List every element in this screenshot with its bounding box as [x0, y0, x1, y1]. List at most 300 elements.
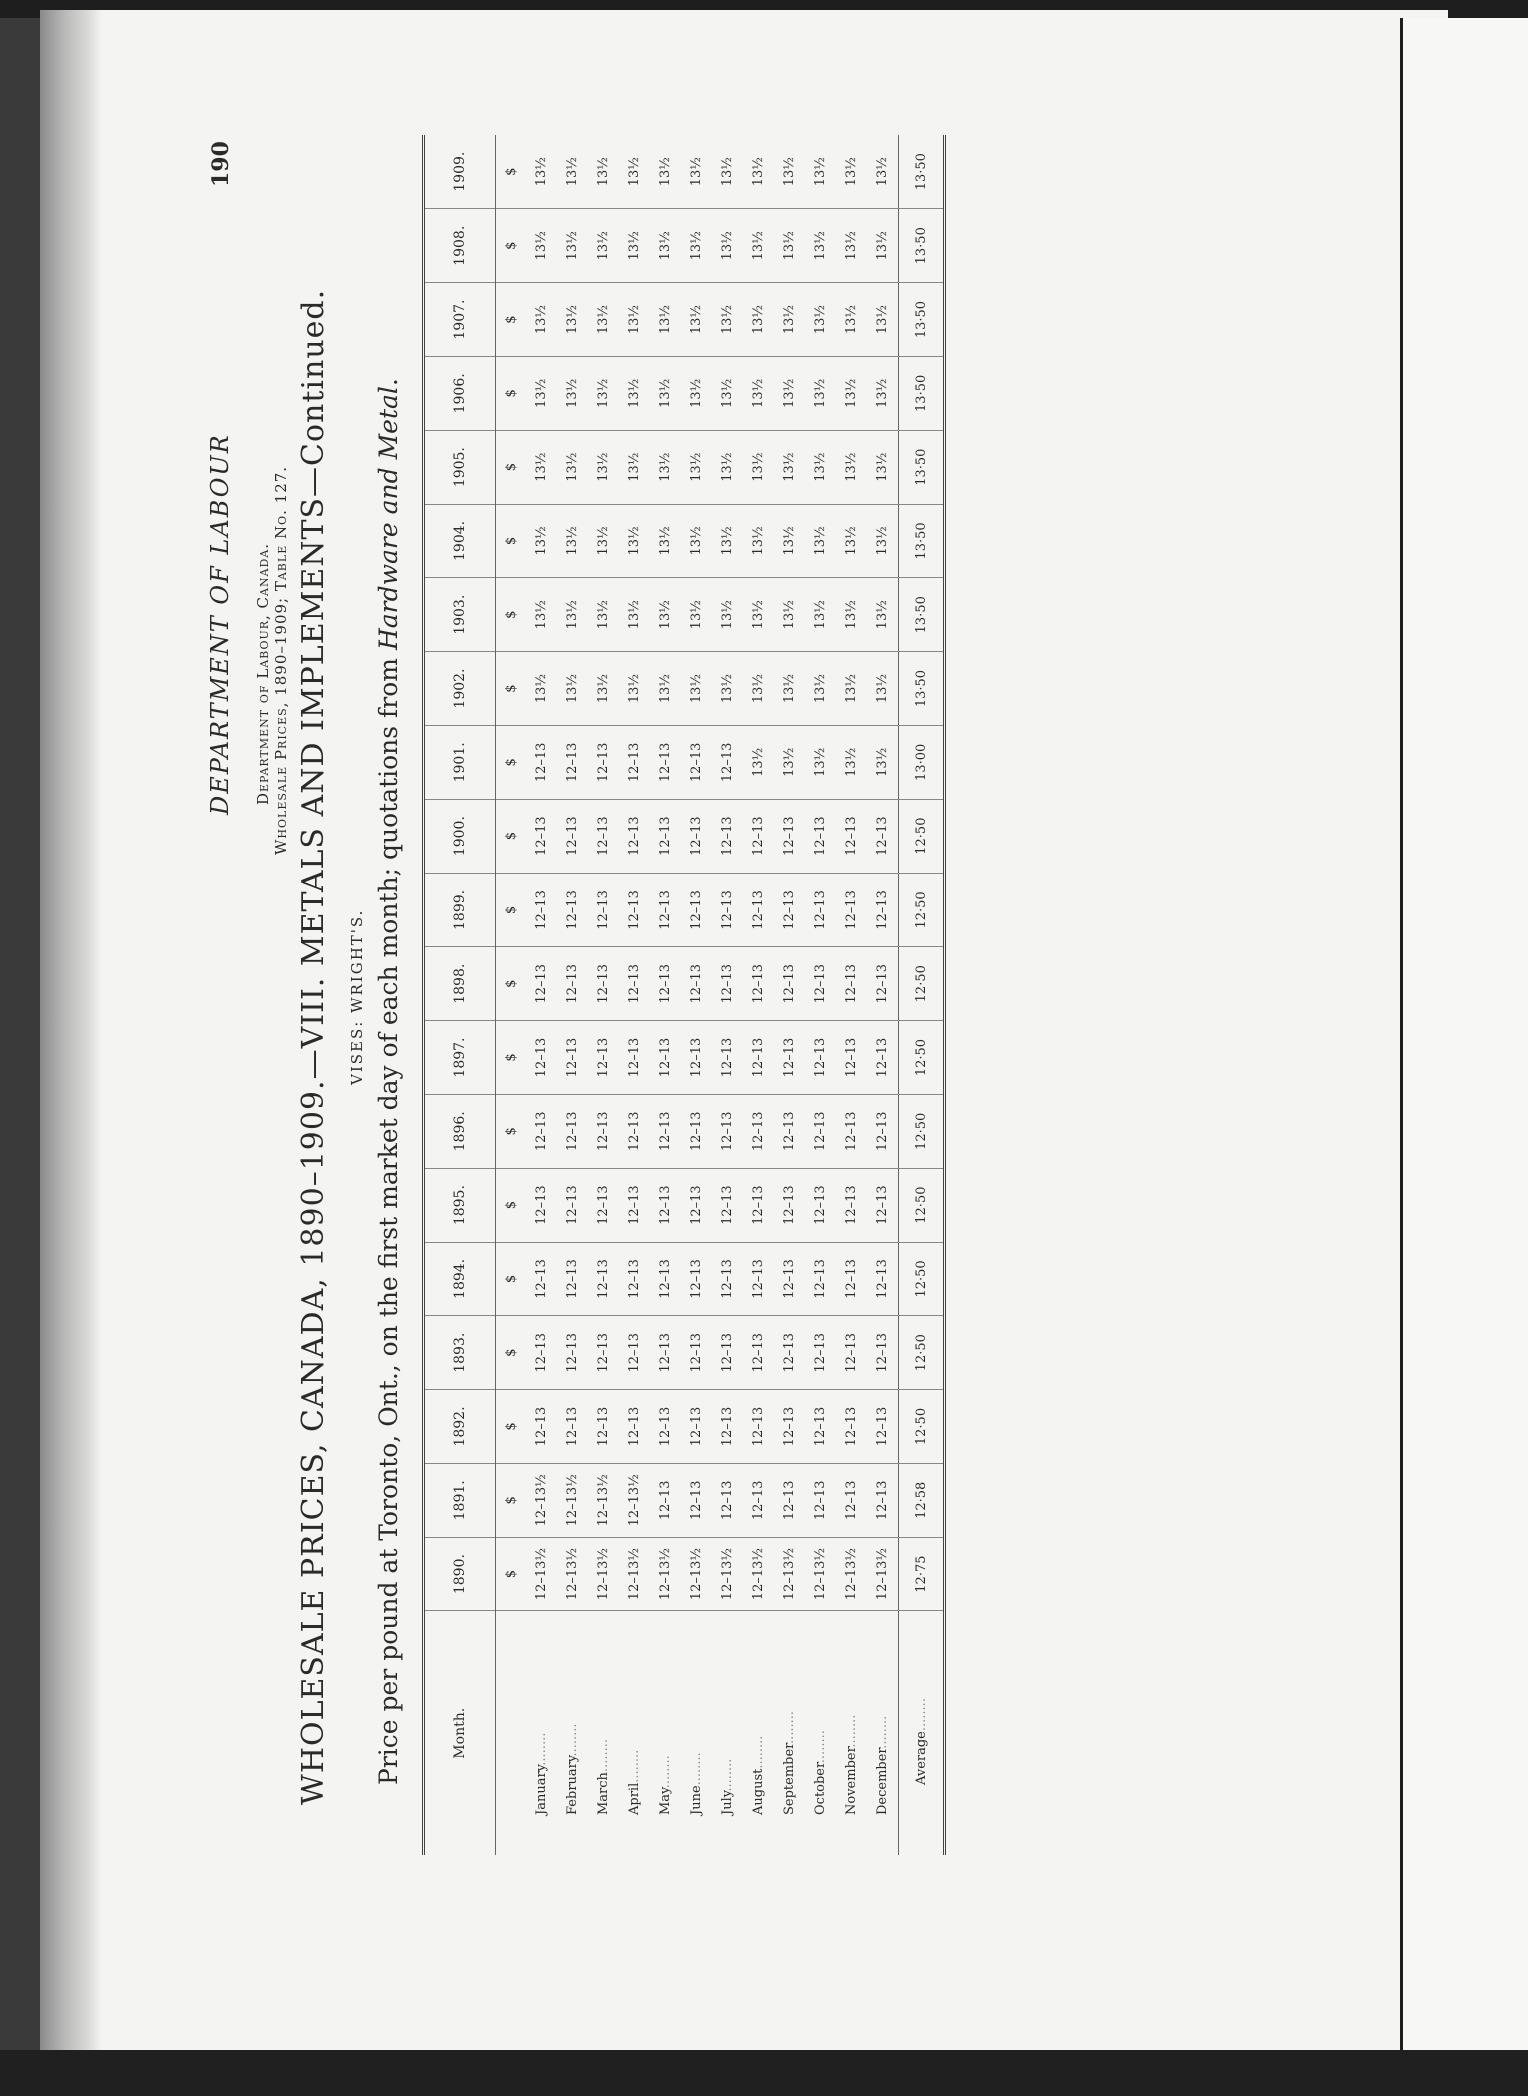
price-cell: 13½ [836, 504, 867, 578]
table-row [805, 135, 836, 1855]
month-label: September [782, 1744, 797, 1815]
caption-suffix: . [374, 378, 403, 387]
price-cell: 13½ [588, 652, 619, 726]
average-cell: 12·50 [899, 1390, 945, 1464]
dot-leader: ........ [782, 1710, 797, 1745]
price-cell: 13½ [867, 135, 899, 209]
price-cell: 13½ [743, 283, 774, 357]
average-cell: 13·00 [899, 725, 945, 799]
price-cell: 12–13 [836, 1242, 867, 1316]
price-cell: 12–13 [557, 873, 588, 947]
month-label: February [565, 1756, 580, 1815]
price-cell: 12–13 [867, 1316, 899, 1390]
average-cell: 12·50 [899, 1168, 945, 1242]
price-cell: 12–13 [867, 1242, 899, 1316]
price-cell: 12–13 [805, 1094, 836, 1168]
price-cell: 12–13½ [526, 1463, 557, 1537]
price-cell: 13½ [743, 578, 774, 652]
price-cell: 12–13½ [836, 1537, 867, 1611]
dot-leader: ........ [751, 1735, 766, 1769]
unit-symbol: $ [496, 578, 527, 652]
price-cell: 13½ [557, 135, 588, 209]
price-cell: 12–13 [712, 725, 743, 799]
price-cell: 13½ [743, 135, 774, 209]
price-cell: 12–13 [588, 1094, 619, 1168]
year-header: 1906. [424, 356, 496, 430]
price-cell: 12–13 [774, 1021, 805, 1095]
month-label: October [813, 1763, 828, 1815]
price-cell: 12–13 [526, 725, 557, 799]
unit-symbol: $ [496, 652, 527, 726]
price-cell: 13½ [712, 283, 743, 357]
average-cell: 12·50 [899, 873, 945, 947]
price-cell: 12–13 [588, 1242, 619, 1316]
price-cell: 13½ [836, 430, 867, 504]
price-cell: 13½ [805, 578, 836, 652]
unit-cell-blank [496, 1611, 527, 1855]
price-cell: 13½ [619, 283, 650, 357]
unit-symbol: $ [496, 430, 527, 504]
price-cell: 12–13 [774, 873, 805, 947]
price-cell: 12–13 [805, 947, 836, 1021]
price-cell: 13½ [650, 283, 681, 357]
price-cell: 12–13½ [588, 1537, 619, 1611]
rotated-page-content [202, 65, 1132, 1955]
price-cell: 13½ [774, 430, 805, 504]
price-cell: 13½ [650, 430, 681, 504]
price-cell: 13½ [805, 283, 836, 357]
year-header: 1904. [424, 504, 496, 578]
table-subtitle: VISES: WRIGHT'S. [348, 908, 366, 1085]
price-cell: 12–13 [619, 873, 650, 947]
price-cell: 13½ [681, 283, 712, 357]
price-cell: 12–13 [619, 1094, 650, 1168]
month-cell [712, 1611, 743, 1855]
price-cell: 12–13 [836, 947, 867, 1021]
price-cell: 12–13 [805, 1316, 836, 1390]
price-cell: 13½ [712, 135, 743, 209]
dot-leader: ........ [913, 1698, 929, 1732]
price-cell: 12–13 [805, 799, 836, 873]
table-row [557, 135, 588, 1855]
price-cell: 12–13 [743, 1168, 774, 1242]
month-cell [899, 1611, 945, 1855]
unit-symbol: $ [496, 1168, 527, 1242]
price-cell: 12–13½ [619, 1537, 650, 1611]
unit-symbol: $ [496, 947, 527, 1021]
unit-symbol: $ [496, 1463, 527, 1537]
unit-symbol: $ [496, 1390, 527, 1464]
price-cell: 12–13½ [650, 1537, 681, 1611]
price-cell: 12–13 [836, 873, 867, 947]
price-cell: 12–13½ [867, 1537, 899, 1611]
price-cell: 12–13 [588, 873, 619, 947]
price-cell: 13½ [712, 578, 743, 652]
price-cell: 13½ [774, 135, 805, 209]
price-cell: 13½ [805, 209, 836, 283]
price-cell: 12–13 [650, 725, 681, 799]
year-header: 1905. [424, 430, 496, 504]
price-cell: 12–13 [836, 1021, 867, 1095]
unit-symbol: $ [496, 799, 527, 873]
price-cell: 13½ [774, 356, 805, 430]
price-cell: 13½ [681, 504, 712, 578]
price-cell: 13½ [650, 504, 681, 578]
price-cell: 12–13½ [526, 1537, 557, 1611]
price-cell: 13½ [526, 283, 557, 357]
price-cell: 12–13½ [774, 1537, 805, 1611]
price-cell: 12–13 [557, 947, 588, 1021]
unit-symbol: $ [496, 873, 527, 947]
price-cell: 13½ [805, 504, 836, 578]
price-cell: 12–13 [836, 1316, 867, 1390]
average-cell: 13·50 [899, 578, 945, 652]
average-cell: 13·50 [899, 430, 945, 504]
average-cell: 12·50 [899, 947, 945, 1021]
price-cell: 12–13 [526, 1390, 557, 1464]
year-header: 1890. [424, 1537, 496, 1611]
price-cell: 13½ [867, 725, 899, 799]
price-cell: 13½ [774, 283, 805, 357]
price-table-wrapper [422, 135, 946, 1855]
caption-prefix: Price per pound at Toronto, Ont., on the first market day of each month; quotations from [374, 650, 403, 1785]
price-cell: 12–13 [557, 1390, 588, 1464]
price-cell: 12–13 [681, 1094, 712, 1168]
price-cell: 12–13 [557, 1168, 588, 1242]
price-cell: 12–13 [867, 1390, 899, 1464]
price-cell: 13½ [650, 356, 681, 430]
year-header: 1907. [424, 283, 496, 357]
price-cell: 12–13½ [588, 1463, 619, 1537]
price-cell: 13½ [619, 578, 650, 652]
unit-symbol: $ [496, 1537, 527, 1611]
price-cell: 13½ [526, 209, 557, 283]
price-cell: 13½ [743, 356, 774, 430]
price-cell: 12–13 [619, 799, 650, 873]
price-cell: 12–13 [681, 873, 712, 947]
price-cell: 12–13 [526, 1316, 557, 1390]
price-cell: 12–13 [743, 1316, 774, 1390]
unit-symbol: $ [496, 283, 527, 357]
year-header: 1902. [424, 652, 496, 726]
unit-symbol: $ [496, 1242, 527, 1316]
price-cell: 13½ [526, 504, 557, 578]
price-cell: 13½ [836, 135, 867, 209]
price-cell: 12–13 [650, 1021, 681, 1095]
price-cell: 12–13 [743, 799, 774, 873]
department-line: Department of Labour, Canada. [254, 542, 272, 805]
price-cell: 12–13 [650, 799, 681, 873]
price-cell: 13½ [805, 652, 836, 726]
year-header: 1894. [424, 1242, 496, 1316]
price-cell: 12–13½ [557, 1463, 588, 1537]
price-cell: 13½ [712, 430, 743, 504]
price-cell: 12–13 [526, 873, 557, 947]
price-cell: 12–13 [712, 947, 743, 1021]
price-cell: 12–13 [557, 1316, 588, 1390]
running-head: DEPARTMENT OF LABOUR [206, 433, 234, 815]
price-cell: 13½ [805, 725, 836, 799]
unit-symbol: $ [496, 1316, 527, 1390]
unit-symbol: $ [496, 135, 527, 209]
price-cell: 12–13 [774, 947, 805, 1021]
table-body [526, 135, 945, 1855]
price-cell: 13½ [526, 356, 557, 430]
price-cell: 13½ [712, 356, 743, 430]
book-spine-shadow [40, 10, 102, 2050]
price-cell: 12–13 [681, 1463, 712, 1537]
dot-leader: ........ [596, 1739, 611, 1773]
price-cell: 12–13½ [619, 1463, 650, 1537]
price-cell: 12–13 [526, 1021, 557, 1095]
price-cell: 13½ [650, 652, 681, 726]
price-cell: 13½ [619, 504, 650, 578]
price-cell: 13½ [867, 356, 899, 430]
price-cell: 12–13 [867, 873, 899, 947]
price-cell: 12–13½ [743, 1537, 774, 1611]
price-cell: 12–13 [774, 1168, 805, 1242]
month-cell [526, 1611, 557, 1855]
price-cell: 12–13 [588, 1021, 619, 1095]
month-label: January [534, 1765, 549, 1815]
price-cell: 12–13 [867, 1094, 899, 1168]
price-cell: 12–13 [743, 1463, 774, 1537]
price-cell: 12–13 [712, 799, 743, 873]
year-header: 1903. [424, 578, 496, 652]
price-cell: 12–13 [867, 1021, 899, 1095]
price-cell: 12–13 [681, 1021, 712, 1095]
price-cell: 13½ [774, 652, 805, 726]
price-cell: 13½ [557, 652, 588, 726]
price-cell: 12–13 [743, 1242, 774, 1316]
price-cell: 12–13 [557, 799, 588, 873]
price-cell: 12–13 [774, 799, 805, 873]
price-cell: 13½ [681, 430, 712, 504]
table-row [774, 135, 805, 1855]
unit-symbol: $ [496, 356, 527, 430]
unit-symbol: $ [496, 1021, 527, 1095]
price-cell: 12–13 [712, 873, 743, 947]
price-cell: 13½ [805, 430, 836, 504]
price-cell: 13½ [588, 209, 619, 283]
price-cell: 13½ [650, 578, 681, 652]
price-cell: 12–13 [774, 1316, 805, 1390]
year-header: 1892. [424, 1390, 496, 1464]
month-label: July [720, 1791, 735, 1815]
average-cell: 13·50 [899, 504, 945, 578]
price-cell: 12–13 [712, 1021, 743, 1095]
price-cell: 13½ [619, 356, 650, 430]
price-cell: 13½ [774, 209, 805, 283]
price-cell: 12–13 [588, 799, 619, 873]
unit-row [496, 135, 527, 1855]
month-column-header: Month. [424, 1611, 496, 1855]
year-header: 1893. [424, 1316, 496, 1390]
price-cell: 12–13 [774, 1242, 805, 1316]
table-row [588, 135, 619, 1855]
average-cell: 13·50 [899, 652, 945, 726]
price-cell: 13½ [743, 504, 774, 578]
price-cell: 12–13 [526, 799, 557, 873]
price-cell: 12–13 [681, 725, 712, 799]
table-row [681, 135, 712, 1855]
price-cell: 12–13 [743, 1390, 774, 1464]
price-cell: 13½ [836, 578, 867, 652]
price-cell: 13½ [588, 135, 619, 209]
unit-symbol: $ [496, 725, 527, 799]
table-reference: Wholesale Prices, 1890–1909; Table No. 127. [272, 465, 290, 855]
table-row [526, 135, 557, 1855]
price-cell: 12–13 [712, 1168, 743, 1242]
price-cell: 12–13 [588, 725, 619, 799]
month-label: November [844, 1747, 859, 1815]
table-title: WHOLESALE PRICES, CANADA, 1890–1909.—VIII. METALS AND IMPLEMENTS—Continued. [296, 288, 331, 1805]
price-cell: 12–13 [650, 1242, 681, 1316]
year-header: 1896. [424, 1094, 496, 1168]
month-label: March [596, 1772, 611, 1815]
month-cell [619, 1611, 650, 1855]
dot-leader: ........ [720, 1758, 735, 1792]
price-cell: 12–13 [743, 873, 774, 947]
price-cell: 13½ [805, 135, 836, 209]
price-cell: 12–13 [774, 1094, 805, 1168]
price-cell: 12–13 [805, 1168, 836, 1242]
price-cell: 13½ [526, 430, 557, 504]
price-cell: 12–13 [588, 1316, 619, 1390]
caption-source: Hardware and Metal [374, 386, 403, 651]
year-header: 1891. [424, 1463, 496, 1537]
price-cell: 12–13 [650, 947, 681, 1021]
price-cell: 13½ [743, 725, 774, 799]
price-cell: 12–13 [712, 1316, 743, 1390]
price-cell: 13½ [650, 209, 681, 283]
month-cell [681, 1611, 712, 1855]
price-cell: 12–13 [557, 1094, 588, 1168]
price-cell: 12–13 [681, 799, 712, 873]
price-cell: 13½ [557, 283, 588, 357]
average-cell: 12·50 [899, 1242, 945, 1316]
price-cell: 12–13 [805, 1021, 836, 1095]
month-cell [805, 1611, 836, 1855]
price-cell: 12–13 [557, 725, 588, 799]
price-cell: 12–13 [743, 947, 774, 1021]
price-cell: 12–13 [774, 1463, 805, 1537]
price-cell: 12–13½ [712, 1537, 743, 1611]
price-cell: 12–13 [681, 1390, 712, 1464]
year-header: 1901. [424, 725, 496, 799]
price-cell: 12–13 [805, 873, 836, 947]
average-row [899, 135, 945, 1855]
price-cell: 13½ [681, 209, 712, 283]
average-cell: 13·50 [899, 209, 945, 283]
month-label: May [658, 1788, 673, 1815]
price-cell: 13½ [867, 209, 899, 283]
price-cell: 13½ [836, 652, 867, 726]
price-cell: 12–13 [588, 947, 619, 1021]
average-cell: 13·50 [899, 135, 945, 209]
price-cell: 13½ [712, 652, 743, 726]
price-cell: 12–13 [650, 873, 681, 947]
price-cell: 13½ [557, 504, 588, 578]
month-cell [650, 1611, 681, 1855]
month-cell [774, 1611, 805, 1855]
price-cell: 12–13 [712, 1463, 743, 1537]
price-cell: 13½ [619, 652, 650, 726]
dot-leader: ........ [844, 1714, 859, 1748]
month-label: June [689, 1785, 704, 1815]
price-cell: 13½ [588, 430, 619, 504]
average-cell: 12·50 [899, 1316, 945, 1390]
price-cell: 13½ [619, 430, 650, 504]
month-cell [557, 1611, 588, 1855]
price-cell: 12–13 [650, 1463, 681, 1537]
price-cell: 13½ [588, 283, 619, 357]
price-cell: 13½ [557, 430, 588, 504]
price-cell: 12–13 [681, 1168, 712, 1242]
average-cell: 12·58 [899, 1463, 945, 1537]
dot-leader: ........ [658, 1755, 673, 1789]
dot-leader: ........ [565, 1723, 580, 1757]
price-cell: 12–13 [526, 1242, 557, 1316]
month-label: April [627, 1782, 642, 1815]
price-cell: 12–13 [805, 1242, 836, 1316]
price-cell: 12–13 [619, 1242, 650, 1316]
dot-leader: ........ [875, 1715, 890, 1749]
price-cell: 12–13 [712, 1242, 743, 1316]
price-cell: 12–13 [650, 1168, 681, 1242]
price-cell: 13½ [712, 504, 743, 578]
price-cell: 13½ [867, 504, 899, 578]
price-cell: 13½ [619, 135, 650, 209]
page-number: 190 [208, 141, 234, 187]
price-cell: 13½ [743, 209, 774, 283]
price-cell: 12–13 [557, 1021, 588, 1095]
average-cell: 12·50 [899, 1021, 945, 1095]
price-cell: 13½ [774, 504, 805, 578]
price-cell: 12–13 [557, 1242, 588, 1316]
price-cell: 12–13 [867, 1463, 899, 1537]
price-cell: 13½ [743, 652, 774, 726]
average-cell: 12·50 [899, 799, 945, 873]
price-cell: 12–13 [712, 1094, 743, 1168]
price-cell: 12–13 [867, 1168, 899, 1242]
dot-leader: ........ [813, 1730, 828, 1764]
price-cell: 13½ [619, 209, 650, 283]
month-cell [867, 1611, 899, 1855]
average-cell: 13·50 [899, 356, 945, 430]
price-cell: 13½ [836, 356, 867, 430]
table-row [712, 135, 743, 1855]
unit-symbol: $ [496, 504, 527, 578]
price-cell: 13½ [588, 504, 619, 578]
price-cell: 12–13 [588, 1390, 619, 1464]
year-header: 1909. [424, 135, 496, 209]
unit-symbol: $ [496, 209, 527, 283]
average-cell: 12·75 [899, 1537, 945, 1611]
price-cell: 13½ [526, 578, 557, 652]
price-cell: 12–13 [805, 1390, 836, 1464]
price-cell: 13½ [557, 578, 588, 652]
price-cell: 12–13 [650, 1390, 681, 1464]
price-cell: 12–13 [619, 725, 650, 799]
table-row [619, 135, 650, 1855]
dot-leader: ........ [534, 1732, 549, 1766]
price-cell: 12–13 [588, 1168, 619, 1242]
price-cell: 13½ [681, 652, 712, 726]
scan-bottom-border [0, 2050, 1528, 2096]
average-cell: 13·50 [899, 283, 945, 357]
year-header: 1898. [424, 947, 496, 1021]
